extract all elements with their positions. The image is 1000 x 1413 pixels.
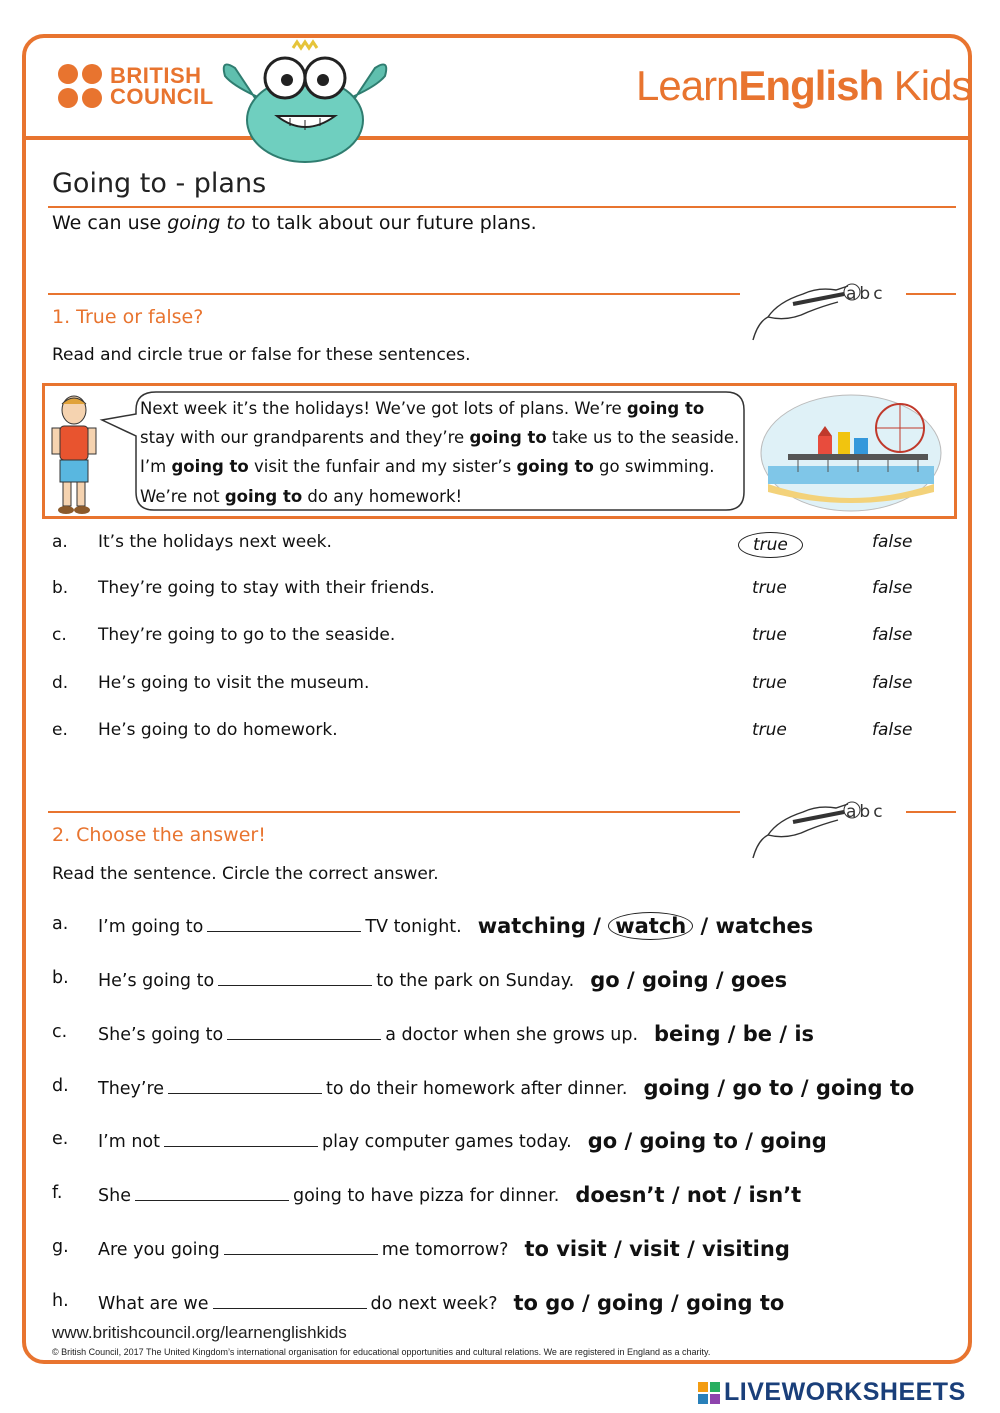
writing-hand-icon	[748, 790, 953, 860]
boy-icon	[48, 392, 100, 516]
answer-blank[interactable]	[224, 1238, 378, 1255]
intro-before: We can use	[52, 212, 168, 234]
tf-row-c: c. They’re going to go to the seaside. true false	[52, 625, 913, 645]
choice-row-g: g. Are you going me tomorrow? to visit / visit / visiting	[52, 1237, 790, 1261]
true-option[interactable]: true	[752, 720, 787, 740]
answer-blank[interactable]	[164, 1130, 318, 1147]
answer-options[interactable]: being / be / is	[654, 1022, 815, 1046]
lek-kids: Kids	[883, 62, 972, 109]
section2-title: 2. Choose the answer!	[52, 824, 266, 846]
hand-letters: abc	[846, 802, 886, 822]
section2-rule-left	[48, 811, 740, 813]
liveworksheets-logo-icon	[698, 1382, 720, 1404]
section1-rule-left	[48, 293, 740, 295]
false-option[interactable]: false	[872, 673, 913, 693]
bc-dots-icon	[58, 64, 102, 108]
answer-options[interactable]: going / go to / going to	[643, 1076, 915, 1100]
monster-mascot-icon	[215, 38, 395, 168]
choice-row-d: d. They’re to do their homework after dinner. going / go to / going to	[52, 1076, 915, 1100]
false-option[interactable]: false	[872, 532, 913, 552]
answer-options[interactable]: go / going / goes	[590, 968, 788, 992]
option-watching[interactable]: watching	[477, 914, 586, 938]
title-rule	[48, 206, 956, 208]
section1-title: 1. True or false?	[52, 306, 204, 328]
section2-instruction: Read the sentence. Circle the correct answer.	[52, 864, 439, 884]
lek-english: English	[738, 62, 884, 109]
story-text: Next week it’s the holidays! We’ve got lots of plans. We’re going to stay with our grandparents and they’re going to take us to the seaside. I’m going to visit the funfair and my sister’s going to go swimming. We’re not going to do any homework!	[140, 399, 740, 506]
true-option[interactable]: true	[752, 578, 787, 598]
false-option[interactable]: false	[872, 720, 913, 740]
footer-url[interactable]: www.britishcouncil.org/learnenglishkids	[52, 1323, 347, 1342]
hand-letters: abc	[846, 284, 886, 304]
answer-blank[interactable]	[135, 1184, 289, 1201]
choice-row-c: c. She’s going to a doctor when she grows up. being / be / is	[52, 1022, 815, 1046]
choice-row-b: b. He’s going to to the park on Sunday. go / going / goes	[52, 968, 788, 992]
answer-options[interactable]: doesn’t / not / isn’t	[575, 1183, 802, 1207]
answer-blank[interactable]	[213, 1292, 367, 1309]
header-divider	[24, 136, 970, 140]
choice-row-h: h. What are we do next week? to go / going / going to	[52, 1291, 785, 1315]
tf-row-d: d. He’s going to visit the museum. true false	[52, 673, 913, 693]
intro-after: to talk about our future plans.	[245, 212, 537, 234]
answer-blank[interactable]	[168, 1077, 322, 1094]
british-council-logo	[58, 64, 214, 108]
true-option-circled[interactable]: true	[738, 532, 803, 558]
intro-text	[52, 212, 537, 234]
true-option[interactable]: true	[752, 673, 787, 693]
page-title: Going to - plans	[52, 168, 267, 199]
choice-row-a: a. I’m going to TV tonight. watching / watch / watches	[52, 914, 814, 938]
footer-copyright: © British Council, 2017 The United Kingdom’s international organisation for educational opportunities and cultural relations. We are registered in England as a charity.	[52, 1347, 711, 1357]
false-option[interactable]: false	[872, 578, 913, 598]
seaside-pier-icon	[758, 392, 944, 514]
answer-blank[interactable]	[207, 915, 361, 932]
tf-row-b: b. They’re going to stay with their friends. true false	[52, 578, 913, 598]
choice-row-e: e. I’m not play computer games today. go / going to / going	[52, 1129, 827, 1153]
bc-logo-line1: BRITISH	[110, 63, 202, 88]
answer-blank[interactable]	[218, 969, 372, 986]
writing-hand-icon	[748, 272, 953, 342]
watermark-text: LIVEWORKSHEETS	[724, 1378, 966, 1406]
true-option[interactable]: true	[752, 625, 787, 645]
bc-logo-line2: COUNCIL	[110, 84, 214, 109]
section1-instruction: Read and circle true or false for these sentences.	[52, 345, 471, 365]
option-watches[interactable]: watches	[715, 914, 814, 938]
learnenglish-kids-logo	[636, 62, 971, 110]
choice-row-f: f. She going to have pizza for dinner. doesn’t / not / isn’t	[52, 1183, 802, 1207]
answer-options[interactable]: go / going to / going	[587, 1129, 827, 1153]
lek-learn: Learn	[636, 62, 739, 109]
option-watch-circled[interactable]: watch	[608, 912, 693, 940]
false-option[interactable]: false	[872, 625, 913, 645]
intro-italic: going to	[167, 212, 246, 234]
tf-row-a: a. It’s the holidays next week. true false	[52, 532, 952, 560]
answer-options[interactable]: to visit / visit / visiting	[524, 1237, 790, 1261]
answer-options[interactable]: to go / going / going to	[513, 1291, 785, 1315]
liveworksheets-watermark	[698, 1378, 966, 1407]
answer-blank[interactable]	[227, 1023, 381, 1040]
tf-row-e: e. He’s going to do homework. true false	[52, 720, 913, 740]
